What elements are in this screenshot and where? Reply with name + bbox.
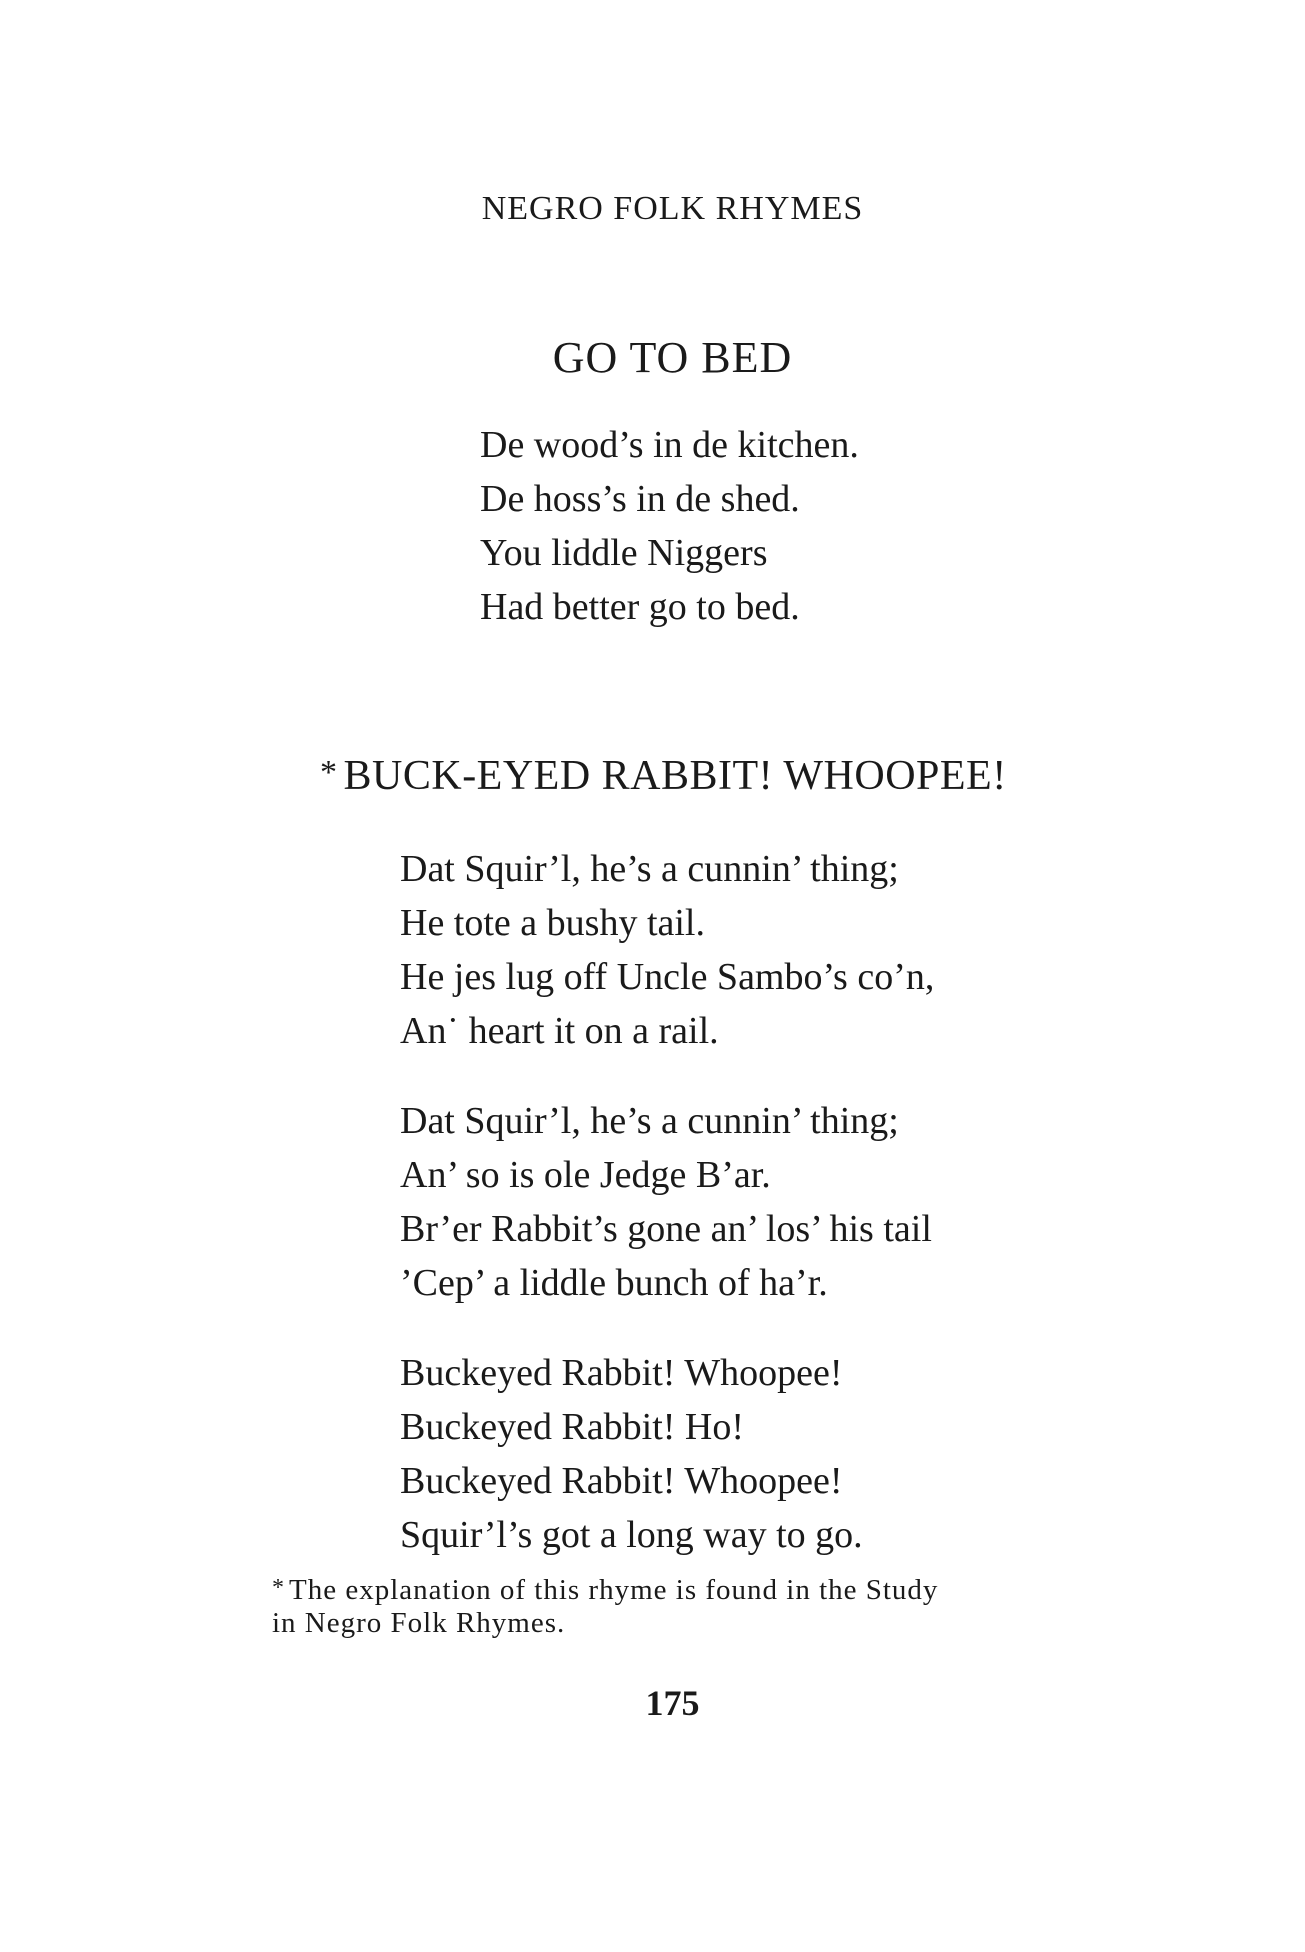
poem-line: You liddle Niggers xyxy=(480,532,768,574)
stanza xyxy=(400,842,934,1058)
poem-line: Buckeyed Rabbit! Whoopee! xyxy=(400,1352,843,1394)
stanza xyxy=(400,1346,863,1562)
footnote-text: The explanation of this rhyme is found in the Study xyxy=(289,1574,939,1606)
poem-line: Dat Squir’l, he’s a cunnin’ thing; xyxy=(400,848,899,890)
stanza xyxy=(400,1094,932,1310)
running-head: NEGRO FOLK RHYMES xyxy=(481,190,864,227)
poem-line: He jes lug off Uncle Sambo’s co’n, xyxy=(400,956,935,998)
poem-title-buck-eyed-rabbit xyxy=(320,752,1007,800)
footnote-marker: * xyxy=(320,754,338,791)
poem-line: He tote a bushy tail. xyxy=(400,902,705,944)
poem-line: ’Cep’ a liddle bunch of ha’r. xyxy=(400,1262,828,1304)
poem-title-go-to-bed: GO TO BED xyxy=(552,333,793,382)
poem-line: Buckeyed Rabbit! Ho! xyxy=(400,1406,745,1448)
poem-title-text: BUCK-EYED RABBIT! WHOOPEE! xyxy=(343,753,1007,799)
poem-line: Squir’l’s got a long way to go. xyxy=(400,1514,863,1556)
page-number: 175 xyxy=(645,1683,700,1723)
footnote-line xyxy=(272,1572,938,1607)
poem-go-to-bed xyxy=(480,418,859,634)
footnote-line: in Negro Folk Rhymes. xyxy=(272,1607,566,1639)
footnote xyxy=(272,1572,938,1640)
poem-line: De wood’s in de kitchen. xyxy=(480,424,859,466)
poem-line: Dat Squir’l, he’s a cunnin’ thing; xyxy=(400,1100,899,1142)
poem-line: Had better go to bed. xyxy=(480,586,800,628)
poem-line: An˙ heart it on a rail. xyxy=(400,1010,719,1052)
poem-line: Buckeyed Rabbit! Whoopee! xyxy=(400,1460,843,1502)
poem-line: Br’er Rabbit’s gone an’ los’ his tail xyxy=(400,1208,932,1250)
poem-line: De hoss’s in de shed. xyxy=(480,478,800,520)
footnote-marker: * xyxy=(272,1575,285,1601)
poem-line: An’ so is ole Jedge B’ar. xyxy=(400,1154,771,1196)
